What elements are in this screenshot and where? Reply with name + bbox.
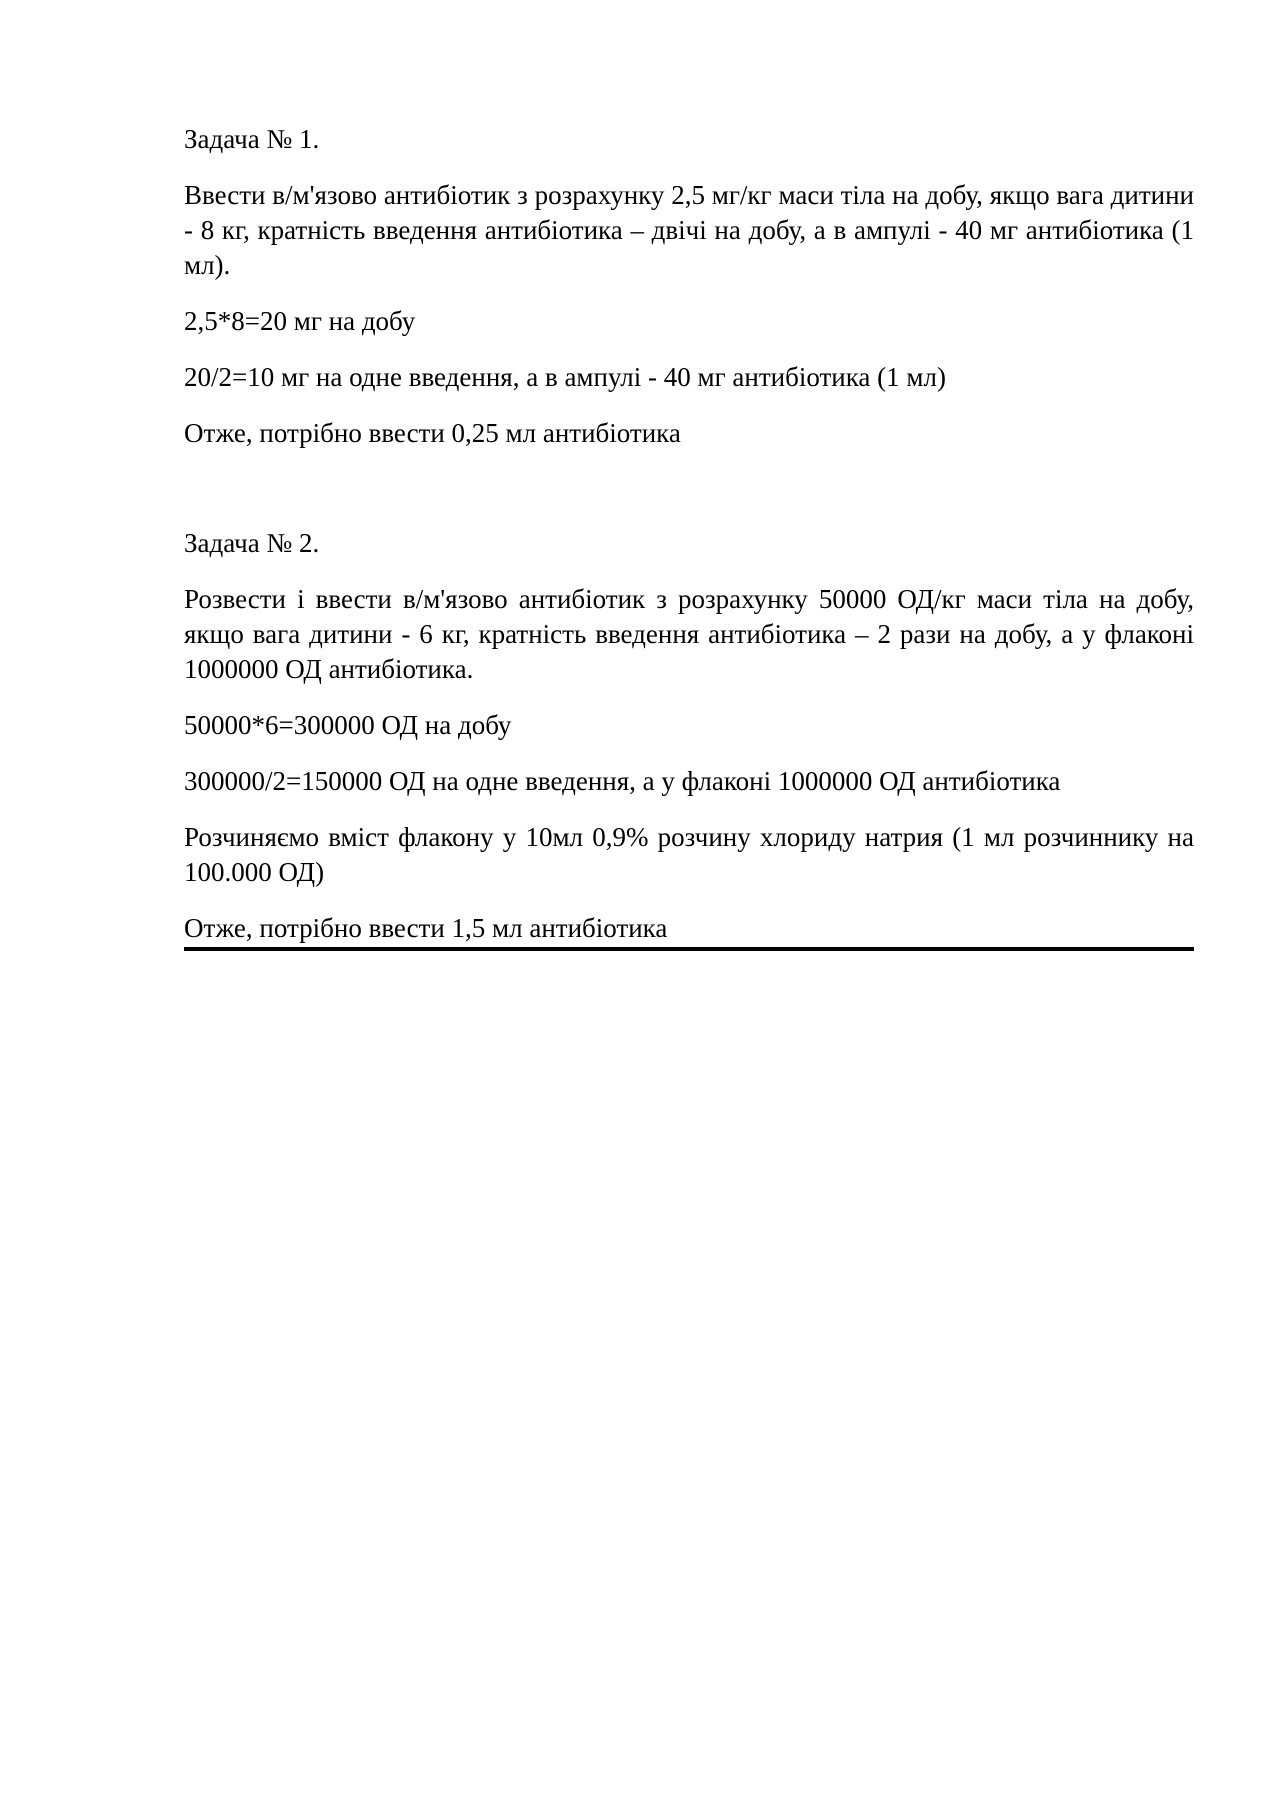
task-1-step-2: 20/2=10 мг на одне введення, а в ампулі - 40 мг антибіотика (1 мл) <box>184 362 946 392</box>
document-page <box>184 122 1194 951</box>
task-2 <box>184 526 1194 951</box>
task-2-step-2: 300000/2=150000 ОД на одне введення, а у флаконі 1000000 ОД антибіотика <box>184 766 1061 796</box>
task-2-conclusion: Отже, потрібно ввести 1,5 мл антибіотика <box>184 913 668 943</box>
task-2-statement: Розвести і ввести в/м'язово антибіотик з розрахунку 50000 ОД/кг маси тіла на добу, якщо вага дитини - 6 кг, кратність введення антибіотика – 2 рази на добу, а у флаконі 1000000 ОД антибіотика. <box>184 584 1194 684</box>
bottom-rule <box>184 947 1194 951</box>
task-1-conclusion: Отже, потрібно ввести 0,25 мл антибіотика <box>184 418 681 448</box>
task-2-step-3: Розчиняємо вміст флакону у 10мл 0,9% розчину хлориду натрия (1 мл розчиннику на 100.000 ОД) <box>184 822 1194 887</box>
task-1-heading: Задача № 1. <box>184 124 320 154</box>
task-2-step-1: 50000*6=300000 ОД на добу <box>184 710 512 740</box>
task-2-heading: Задача № 2. <box>184 528 320 558</box>
task-1-step-1: 2,5*8=20 мг на добу <box>184 306 416 336</box>
task-1 <box>184 122 1194 451</box>
task-1-statement: Ввести в/м'язово антибіотик з розрахунку 2,5 мг/кг маси тіла на добу, якщо вага дитини - 8 кг, кратність введення антибіотика – двічі на добу, а в ампулі - 40 мг антибіотика (1 мл). <box>184 180 1194 280</box>
